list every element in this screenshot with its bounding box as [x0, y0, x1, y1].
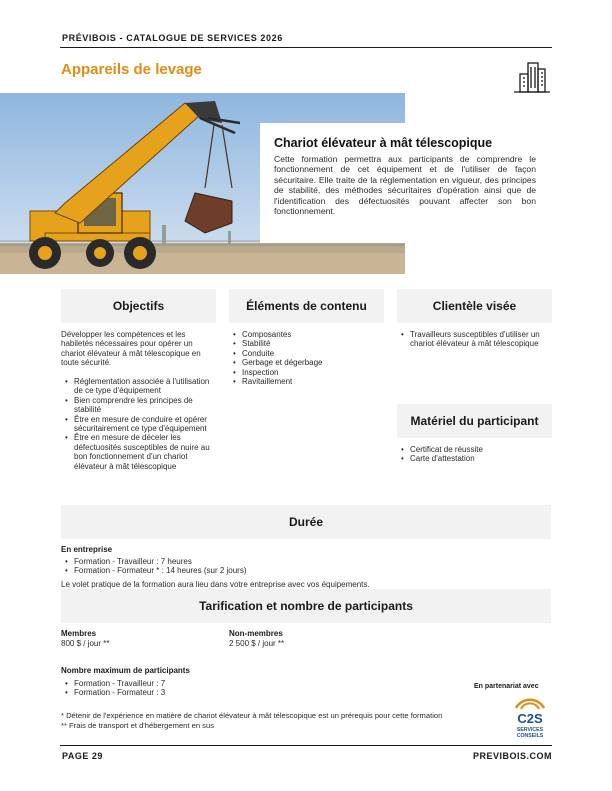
- partner-label: En partenariat avec: [474, 683, 539, 690]
- duree-heading: Durée: [61, 505, 551, 539]
- objectifs-heading: Objectifs: [61, 289, 216, 323]
- duree-list: [64, 557, 364, 576]
- logo-sub-conseils: CONSEILS: [516, 733, 544, 739]
- max-participants-label: Nombre maximum de participants: [61, 666, 190, 675]
- contenu-list: [232, 330, 382, 386]
- list-item: • Formation - Travailleur : 7: [64, 679, 264, 688]
- members-label: Membres: [61, 629, 97, 638]
- intro-card: [260, 123, 552, 243]
- materiel-heading: Matériel du participant: [397, 404, 552, 438]
- section-title: Appareils de levage: [61, 61, 202, 78]
- list-item: • Formation - Formateur * : 14 heures (sur 2 jours): [64, 566, 364, 575]
- c2s-logo: [508, 696, 552, 740]
- objectifs-intro: Développer les compétences et les habiletés nécessaires pour opérer un chariot élévateur à mât télescopique en toute sécurité.: [61, 330, 201, 368]
- footnote-fees: ** Frais de transport et d'hébergement en sus: [61, 720, 214, 730]
- footnotes: [61, 711, 491, 730]
- list-item: • Être en mesure de déceler les défectuosités susceptibles de nuire au bon fonctionnement d'un chariot élévateur à mât télescopique: [64, 433, 216, 471]
- footer-divider: [60, 745, 552, 746]
- list-item: • Carte d'attestation: [400, 454, 550, 463]
- duree-note: Le volet pratique de la formation aura lieu dans votre entreprise avec vos équipements.: [61, 580, 370, 589]
- tarif-heading: Tarification et nombre de participants: [61, 589, 551, 623]
- list-item: • Bien comprendre les principes de stabilité: [64, 396, 216, 415]
- nonmembers-price: 2 500 $ / jour **: [229, 639, 285, 648]
- objectifs-list: [64, 377, 216, 471]
- footnote-prerequisite: * Détenir de l'expérience en matière de chariot élévateur à mât télescopique est un prérequis pour cette formation: [61, 711, 443, 720]
- list-item: • Travailleurs susceptibles d'utiliser un chariot élévateur à mât télescopique: [400, 330, 550, 349]
- duree-label: En entreprise: [61, 545, 113, 554]
- list-item: • Formation - Formateur : 3: [64, 688, 264, 697]
- list-item: • Être en mesure de conduire et opérer sécuritairement ce type d'équipement: [64, 415, 216, 434]
- materiel-list: [400, 445, 550, 464]
- website-link[interactable]: PREVIBOIS.COM: [472, 751, 552, 761]
- nonmembers-label: Non-membres: [229, 629, 283, 638]
- logo-sub-services: SERVICES: [516, 727, 544, 733]
- list-item: • Certificat de réussite: [400, 445, 550, 454]
- list-item: • Gerbage et dégerbage: [232, 358, 382, 367]
- list-item: • Composantes: [232, 330, 382, 339]
- catalog-title: PRÉVIBOIS - CATALOGUE DE SERVICES 2026: [62, 33, 283, 43]
- course-description: Cette formation permettra aux participants de comprendre le fonctionnement de cet équipement et de l'utiliser de façon sécuritaire. Elle traite de la réglementation en vigueur, des principes de stabilité, des méthodes sécuritaires d'opération ainsi que de l'identification des défectuosités pouvant affecter son bon fonctionnement.: [274, 154, 536, 217]
- page-number: PAGE 29: [62, 751, 103, 761]
- list-item: • Ravitaillement: [232, 377, 382, 386]
- list-item: • Formation - Travailleur : 7 heures: [64, 557, 364, 566]
- list-item: • Inspection: [232, 368, 382, 377]
- list-item: • Réglementation associée à l'utilisation de ce type d'équipement: [64, 377, 216, 396]
- list-item: • Conduite: [232, 349, 382, 358]
- city-buildings-icon: [512, 60, 552, 94]
- logo-wordmark: C2S: [517, 711, 543, 726]
- contenu-heading: Éléments de contenu: [229, 289, 384, 323]
- max-participants-list: [64, 679, 264, 698]
- members-price: 800 $ / jour **: [61, 639, 110, 648]
- course-title: Chariot élévateur à mât télescopique: [274, 136, 493, 150]
- header-divider: [60, 47, 552, 48]
- list-item: • Stabilité: [232, 339, 382, 348]
- clientele-list: [400, 330, 550, 349]
- clientele-heading: Clientèle visée: [397, 289, 552, 323]
